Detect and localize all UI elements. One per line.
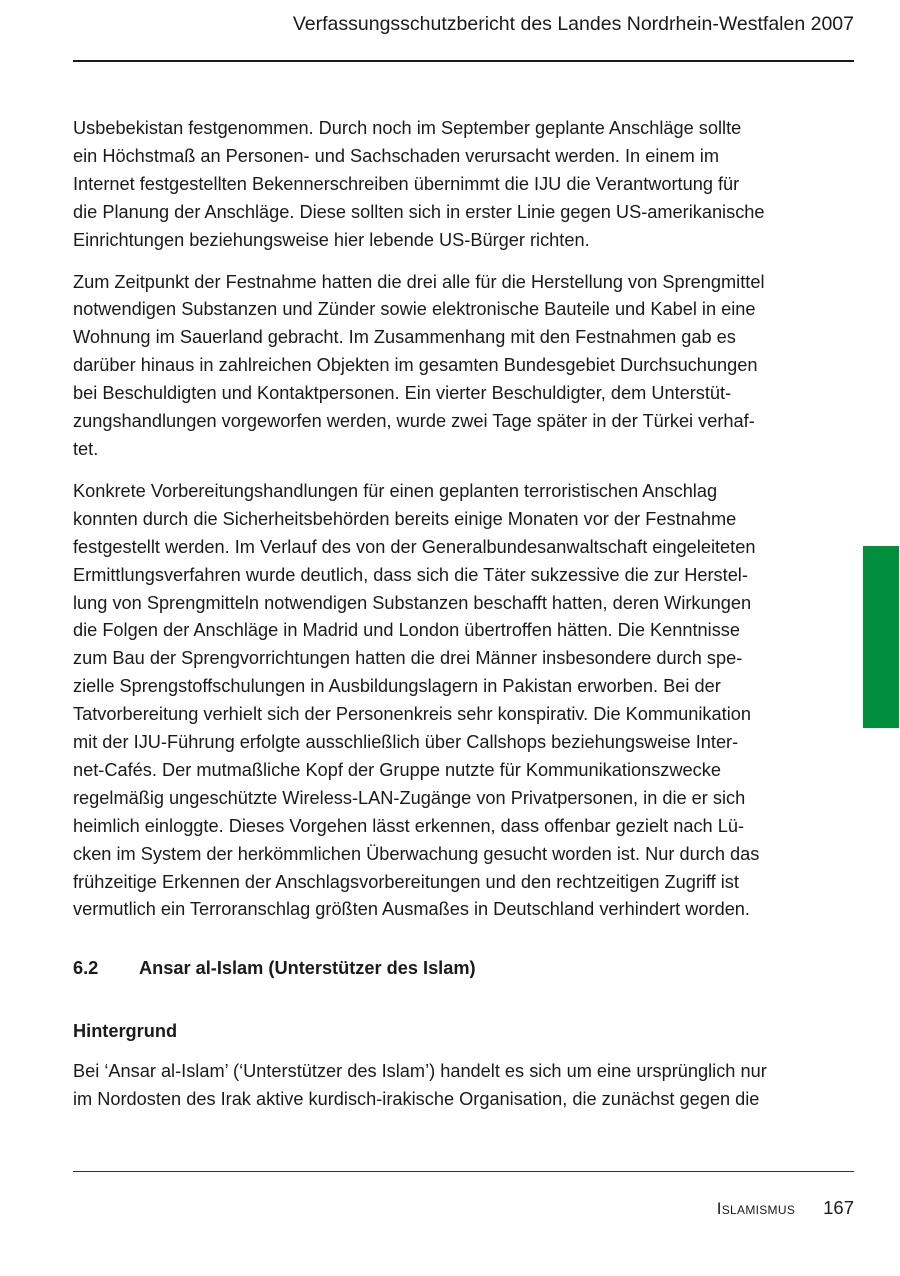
text-line: festgestellt werden. Im Verlauf des von der Generalbundesanwaltschaft eingeleiteten <box>73 536 756 557</box>
paragraph-4 <box>73 1058 818 1114</box>
text-line: mit der IJU-Führung erfolgte ausschließlich über Callshops beziehungsweise Inter- <box>73 732 739 753</box>
footer-rule <box>73 1171 854 1172</box>
text-line: Usbebekistan festgenommen. Durch noch im September geplante Anschläge sollte <box>73 118 742 138</box>
text-line: regelmäßig ungeschützte Wireless-LAN-Zugänge von Privatpersonen, in die er sich <box>73 787 746 808</box>
text-line: zielle Sprengstoffschulungen in Ausbildungslagern in Pakistan erworben. Bei der <box>73 676 721 697</box>
text-line: Einrichtungen beziehungsweise hier lebende US-Bürger richten. <box>73 229 590 250</box>
text-line: Zum Zeitpunkt der Festnahme hatten die drei alle für die Herstellung von Sprengmittel <box>73 271 765 292</box>
header-title: Verfassungsschutzbericht des Landes Nordrhein-Westfalen 2007 <box>292 13 854 35</box>
text-line: vermutlich ein Terroranschlag größten Ausmaßes in Deutschland verhindert worden. <box>73 899 750 920</box>
section-heading <box>73 954 818 982</box>
text-line: cken im System der herkömmlichen Überwachung gesucht worden ist. Nur durch das <box>73 843 760 864</box>
text-line: darüber hinaus in zahlreichen Objekten im gesamten Bundesgebiet Durchsuchungen <box>73 355 758 376</box>
paragraph-3 <box>73 478 818 925</box>
page-body <box>73 115 818 1128</box>
text-line: Internet festgestellten Bekennerschreiben übernimmt die IJU die Verantwortung für <box>73 173 740 194</box>
text-line: notwendigen Substanzen und Zünder sowie elektronische Bauteile und Kabel in eine <box>73 299 756 320</box>
paragraph-2 <box>73 269 818 464</box>
page-number: 167 <box>823 1197 854 1218</box>
text-line: zum Bau der Sprengvorrichtungen hatten die drei Männer insbesondere durch spe- <box>73 648 743 669</box>
subheading: Hintergrund <box>73 1021 178 1042</box>
text-line: die Planung der Anschläge. Diese sollten sich in erster Linie gegen US-amerikanische <box>73 201 765 222</box>
text-line: net-Cafés. Der mutmaßliche Kopf der Gruppe nutzte für Kommunikationszwecke <box>73 759 721 780</box>
text-line: zungshandlungen vorgeworfen werden, wurde zwei Tage später in der Türkei verhaf- <box>73 411 755 432</box>
text-line: lung von Sprengmitteln notwendigen Substanzen beschafft hatten, deren Wirkungen <box>73 592 752 613</box>
text-line: Wohnung im Sauerland gebracht. Im Zusammenhang mit den Festnahmen gab es <box>73 327 736 348</box>
page-footer <box>717 1197 854 1219</box>
text-line: frühzeitige Erkennen der Anschlagsvorbereitungen und den rechtzeitigen Zugriff ist <box>73 871 739 892</box>
text-line: bei Beschuldigten und Kontaktpersonen. Ein vierter Beschuldigter, dem Unterstüt- <box>73 383 732 404</box>
text-line: heimlich einloggte. Dieses Vorgehen lässt erkennen, dass offenbar gezielt nach Lü- <box>73 815 745 836</box>
text-line: im Nordosten des Irak aktive kurdisch-irakische Organisation, die zunächst gegen die <box>73 1089 760 1110</box>
text-line: ein Höchstmaß an Personen- und Sachschaden verursacht werden. In einem im <box>73 145 719 166</box>
text-line: Konkrete Vorbereitungshandlungen für einen geplanten terroristischen Anschlag <box>73 480 718 501</box>
text-line: konnten durch die Sicherheitsbehörden bereits einige Monaten vor der Festnahme <box>73 508 737 529</box>
text-line: die Folgen der Anschläge in Madrid und London übertroffen hätten. Die Kenntnisse <box>73 620 740 641</box>
paragraph-1 <box>73 115 818 255</box>
section-title: Ansar al-Islam (Unterstützer des Islam) <box>139 958 476 979</box>
text-line: Ermittlungsverfahren wurde deutlich, dass sich die Täter sukzessive die zur Herstel- <box>73 564 748 585</box>
text-line: Tatvorbereitung verhielt sich der Personenkreis sehr konspirativ. Die Kommunikation <box>73 704 751 725</box>
text-line: Bei ‘Ansar al-Islam’ (‘Unterstützer des Islam’) handelt es sich um eine ursprünglich nur <box>73 1061 767 1082</box>
footer-section-name: Islamismus <box>716 1199 796 1218</box>
header-rule <box>73 60 854 62</box>
section-number: 6.2 <box>73 958 99 979</box>
text-line: tet. <box>73 438 99 459</box>
chapter-marker-tab <box>863 546 899 728</box>
